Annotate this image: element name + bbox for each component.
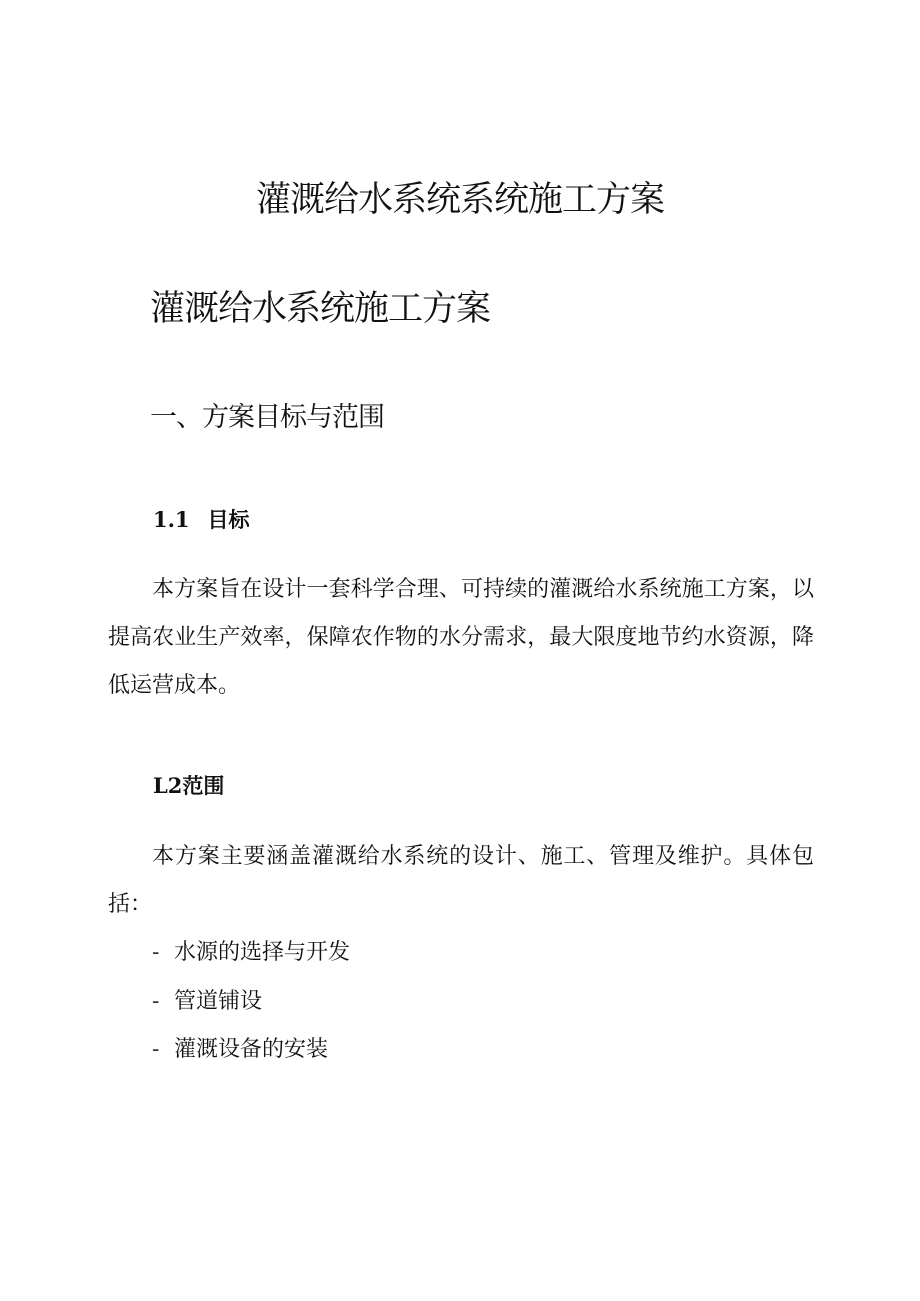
document-subtitle: 灌溉给水系统施工方案 — [150, 289, 491, 329]
section-heading-goals-scope: 一、方案目标与范围 — [150, 402, 384, 433]
list-item — [152, 978, 350, 1027]
scope-list — [152, 929, 350, 1075]
list-item-text: 管道铺设 — [174, 988, 263, 1014]
list-dash: - — [152, 988, 160, 1014]
list-item — [152, 929, 350, 978]
list-item-text: 灌溉设备的安装 — [174, 1037, 329, 1062]
subsection-heading-goals — [153, 505, 250, 535]
subsection-label: 目标 — [207, 507, 250, 532]
subsection-heading-scope: L2范围 — [153, 773, 225, 798]
list-dash: - — [152, 1037, 160, 1062]
list-item — [152, 1026, 350, 1075]
document-title: 灌溉给水系统系统施工方案 — [255, 180, 664, 220]
list-dash: - — [152, 940, 160, 965]
scope-paragraph: 本方案主要涵盖灌溉给水系统的设计、施工、管理及维护。具体包括： — [108, 844, 814, 917]
list-item-text: 水源的选择与开发 — [174, 940, 351, 965]
goals-paragraph: 本方案旨在设计一套科学合理、可持续的灌溉给水系统施工方案，以提高农业生产效率，保障农作物的水分需求，最大限度地节约水资源，降低运营成本。 — [108, 577, 814, 698]
subsection-number: 1.1 — [153, 507, 190, 532]
